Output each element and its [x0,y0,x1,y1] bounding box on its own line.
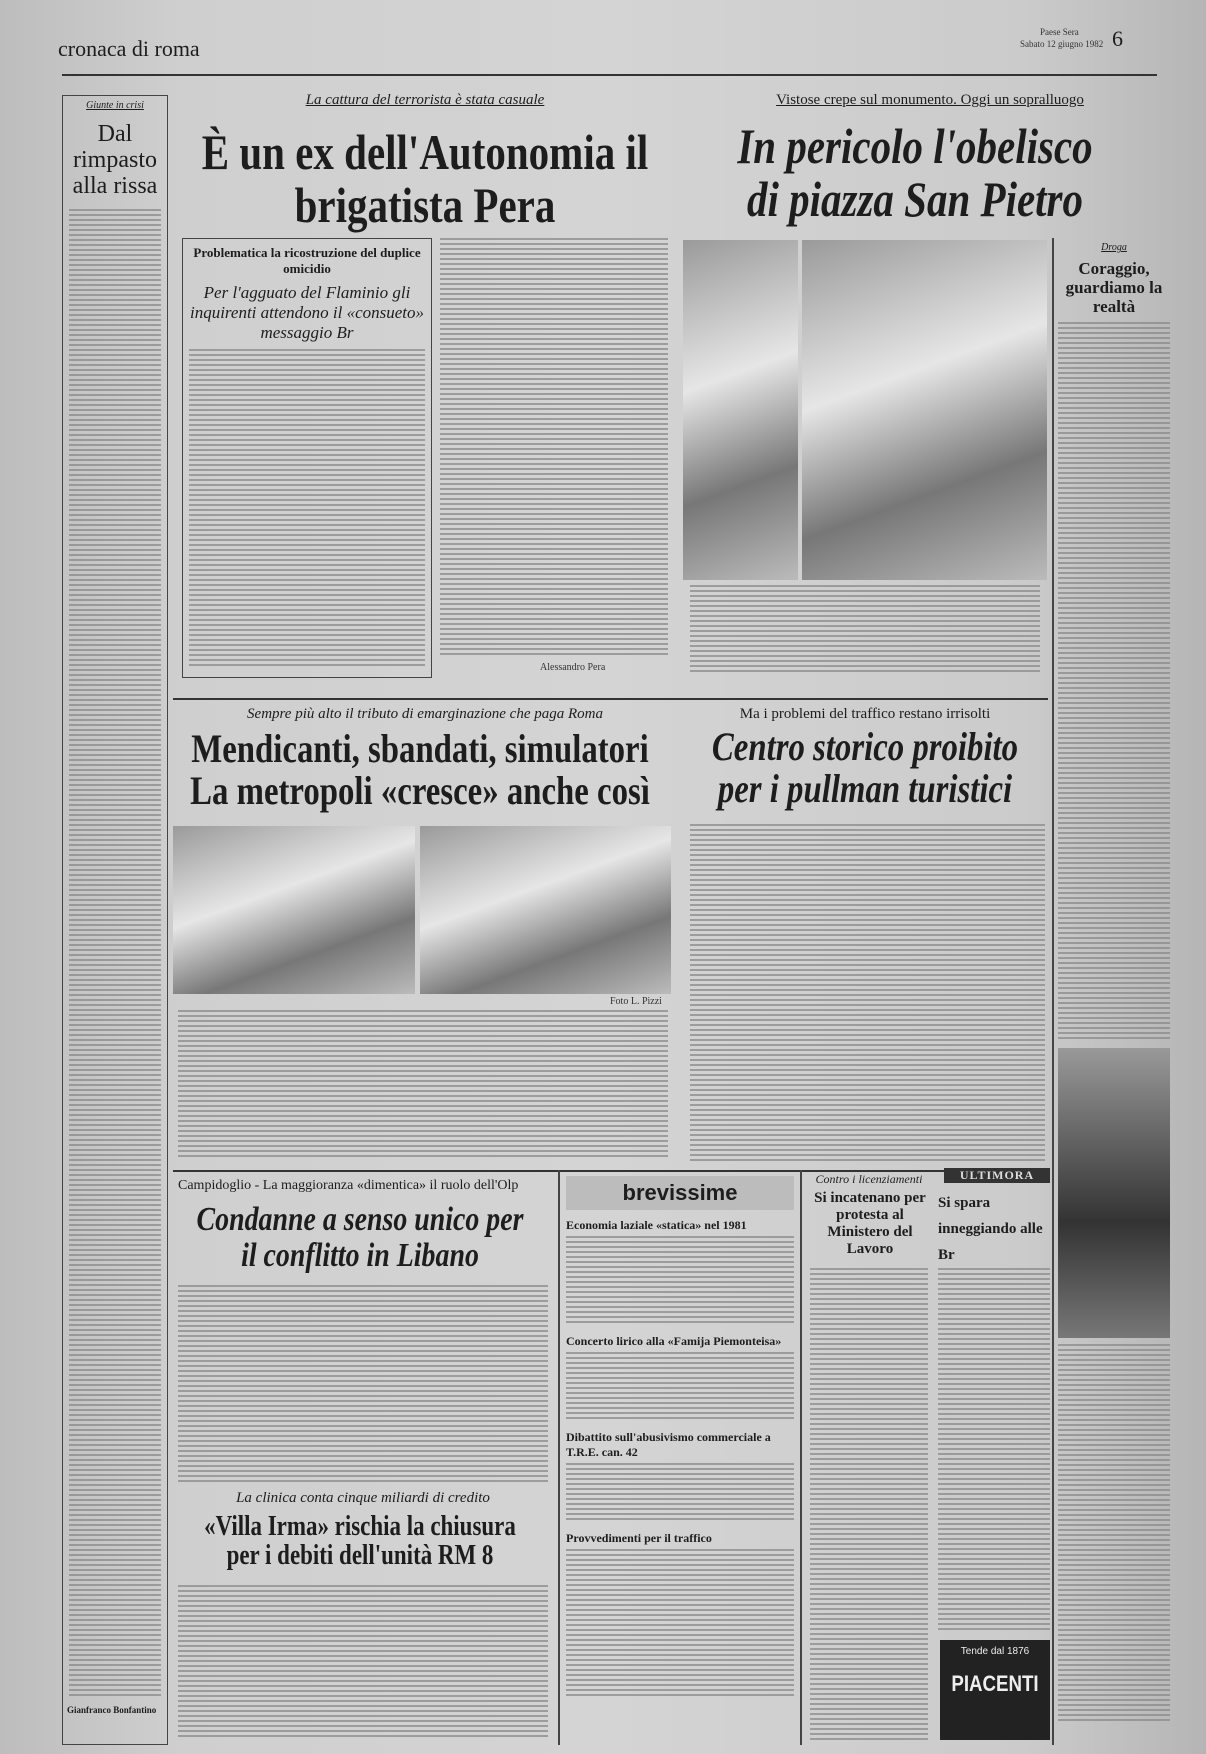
villa-irma-headline: «Villa Irma» rischia la chiusura per i debiti dell'unità RM 8 [204,1511,516,1572]
right-photo [1058,1048,1170,1338]
left-kicker: Giunte in crisi [86,100,144,111]
mendicanti-body [178,1010,668,1160]
villa-irma-kicker: La clinica conta cinque miliardi di credito [236,1490,490,1506]
licenziamenti-headline: Si incatenano per protesta al Ministero del Lavoro [814,1190,926,1257]
masthead-paper: Paese Sera [1040,27,1079,37]
licenziamenti-body [810,1268,928,1740]
brevissime-item-body [566,1463,794,1523]
left-byline: Gianfranco Bonfantino [67,1705,157,1715]
page-number: 6 [1112,26,1123,51]
ultimora-label: ULTIMORA [944,1168,1050,1183]
left-headline: Dal rimpasto alla rissa [72,121,158,199]
right-body [1058,322,1170,1042]
pullman-kicker: Ma i problemi del traffico restano irrisolti [739,706,991,722]
masthead-section: cronaca di roma [58,36,200,61]
brevissime-item: Economia laziale «statica» nel 1981 [566,1218,747,1232]
pera-box-body [189,349,425,669]
libano-headline: Condanne a senso unico per il conflitto in Libano [196,1201,524,1274]
brevissime-item-body [566,1352,794,1422]
ultimora-body [938,1268,1050,1633]
pera-byline: Alessandro Pera [540,662,606,673]
villa-irma-body [178,1585,548,1740]
pera-headline: È un ex dell'Autonomia il brigatista Pera [201,124,649,233]
pera-box [182,238,432,678]
top-rule [62,74,1157,76]
piacenti-ad[interactable] [940,1640,1050,1740]
brevissime-item: Concerto lirico alla «Famija Piemonteisa» [566,1334,782,1348]
brevissime-box [558,1170,802,1745]
ad-tag: Tende dal 1876 [960,1646,1030,1657]
pera-kicker: La cattura del terrorista è stata casuale [305,92,545,108]
mendicanti-photo-1 [173,826,415,994]
pera-body [440,238,668,658]
ultimora-headline: Si spara inneggiando alle Br [938,1195,1043,1263]
libano-kicker: Campidoglio - La maggioranza «dimentica» il ruolo dell'Olp [178,1178,519,1193]
mendicanti-headline: Mendicanti, sbandati, simulatori La metropoli «cresce» anche così [190,726,650,813]
ad-brand: PIACENTI [951,1671,1039,1696]
licenziamenti-kicker: Contro i licenziamenti [815,1172,923,1186]
libano-body [178,1285,548,1483]
pera-box-subhead: Per l'agguato del Flaminio gli inquirenti attendono il «consueto» messaggio Br [189,283,425,342]
obelisco-headline: In pericolo l'obelisco di piazza San Pietro [737,118,1093,227]
brevissime-item: Dibattito sull'abusivismo commerciale a T.R.E. can. 42 [566,1430,771,1459]
obelisco-photo-detail [683,240,798,580]
obelisco-caption [690,585,1040,673]
pera-box-title: Problematica la ricostruzione del duplice omicidio [193,245,421,276]
mendicanti-photo-2 [420,826,671,994]
brevissime-item-body [566,1236,794,1326]
right-body-2 [1058,1344,1170,1724]
mendicanti-photo-credit: Foto L. Pizzi [610,996,662,1007]
left-column [62,95,168,1745]
pullman-headline: Centro storico proibito per i pullman turistici [711,724,1019,811]
right-kicker: Droga [1101,242,1127,253]
obelisco-kicker: Vistose crepe sul monumento. Oggi un sopralluogo [776,92,1084,108]
brevissime-item-body [566,1549,794,1699]
mendicanti-kicker: Sempre più alto il tributo di emarginazione che paga Roma [247,706,603,722]
mid-rule [173,698,1048,700]
right-headline: Coraggio, guardiamo la realtà [1065,259,1163,316]
brevissime-item: Provvedimenti per il traffico [566,1531,712,1545]
masthead-date: Sabato 12 giugno 1982 [1020,39,1104,49]
brevissime-title: brevissime [566,1176,794,1210]
left-body [69,209,161,1699]
right-column [1052,238,1174,1745]
obelisco-photo-piazza [802,240,1047,580]
pullman-body [690,824,1045,1164]
